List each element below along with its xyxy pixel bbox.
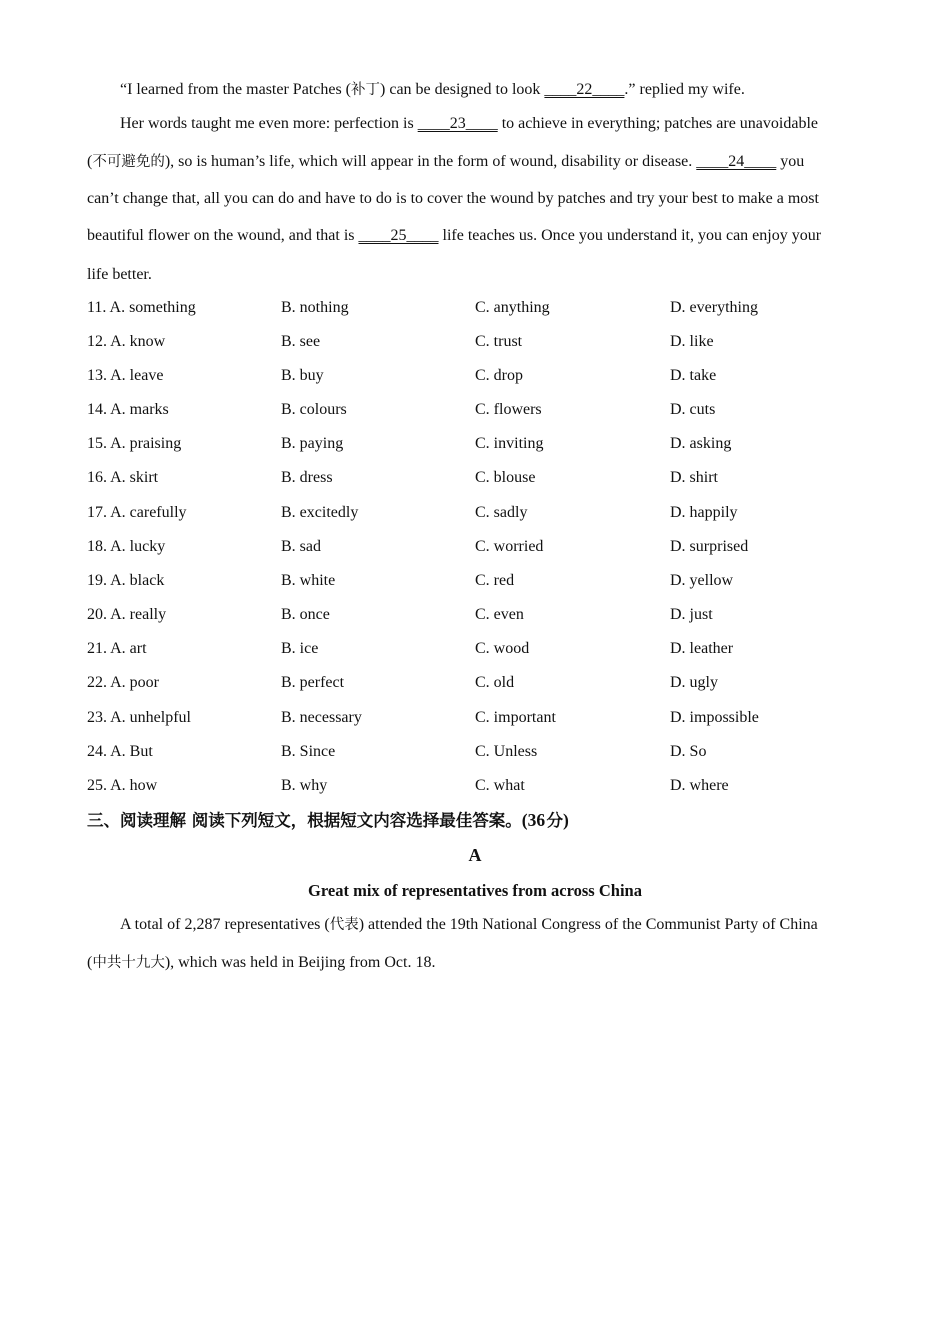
option-a: 21. A. art xyxy=(87,640,147,657)
passage-line-6: life better. xyxy=(87,266,152,283)
option-a: 18. A. lucky xyxy=(87,538,166,555)
article-title: Great mix of representatives from across China xyxy=(308,881,642,900)
option-c: C. what xyxy=(475,777,525,794)
blank-25: ____25____ xyxy=(358,227,439,244)
text-segment: ) can be designed to look xyxy=(380,81,545,98)
option-b: B. sad xyxy=(281,538,321,555)
option-c: C. blouse xyxy=(475,469,536,486)
text-segment: A total of 2,287 representatives ( xyxy=(120,916,330,933)
section-score-close: ) xyxy=(563,810,569,830)
option-a: 12. A. know xyxy=(87,333,166,350)
option-b: B. Since xyxy=(281,743,336,760)
section-heading-text: 三、阅读理解 阅读下列短文，根据短文内容选择最佳答案。 xyxy=(87,811,522,830)
text-segment: you xyxy=(776,153,805,170)
section-score-unit: 分 xyxy=(546,811,564,830)
text-segment: ), so is human’s life, which will appear in the form of wound, disability or disease. xyxy=(164,153,697,170)
option-d: D. ugly xyxy=(670,674,718,691)
option-d: D. cuts xyxy=(670,401,716,418)
option-a: 19. A. black xyxy=(87,572,165,589)
option-c: C. flowers xyxy=(475,401,542,418)
gloss-cjk: 代表 xyxy=(329,917,359,933)
section-score: (36 xyxy=(521,810,546,830)
option-d: D. So xyxy=(670,743,707,760)
option-d: D. asking xyxy=(670,435,732,452)
option-c: C. trust xyxy=(475,333,523,350)
option-d: D. where xyxy=(670,777,729,794)
section-heading xyxy=(87,809,569,832)
option-d: D. yellow xyxy=(670,572,734,589)
option-c: C. drop xyxy=(475,367,523,384)
option-a: 24. A. But xyxy=(87,743,153,760)
text-segment: .” replied my wife. xyxy=(624,81,745,98)
option-b: B. nothing xyxy=(281,299,349,316)
option-b: B. white xyxy=(281,572,336,589)
gloss-cjk: 中共十九大 xyxy=(92,955,165,971)
option-c: C. worried xyxy=(475,538,544,555)
option-c: C. inviting xyxy=(475,435,544,452)
passage-line-1 xyxy=(120,80,745,100)
option-c: C. important xyxy=(475,709,556,726)
text-segment: life teaches us. Once you understand it, you can enjoy your xyxy=(438,227,822,244)
text-segment: beautiful flower on the wound, and that is xyxy=(87,227,359,244)
option-b: B. ice xyxy=(281,640,319,657)
passage-line-5 xyxy=(87,226,821,246)
option-d: D. just xyxy=(670,606,713,623)
option-b: B. necessary xyxy=(281,709,362,726)
option-d: D. like xyxy=(670,333,714,350)
option-b: B. see xyxy=(281,333,321,350)
option-d: D. take xyxy=(670,367,717,384)
option-d: D. surprised xyxy=(670,538,749,555)
text-segment: ( xyxy=(87,153,93,170)
option-b: B. paying xyxy=(281,435,344,452)
gloss-cjk: 不可避免的 xyxy=(92,154,165,170)
option-a: 16. A. skirt xyxy=(87,469,159,486)
option-a: 25. A. how xyxy=(87,777,158,794)
option-d: D. shirt xyxy=(670,469,718,486)
passage-line-2 xyxy=(120,114,818,134)
option-c: C. old xyxy=(475,674,515,691)
option-c: C. wood xyxy=(475,640,530,657)
option-a: 23. A. unhelpful xyxy=(87,709,191,726)
option-b: B. buy xyxy=(281,367,324,384)
option-a: 22. A. poor xyxy=(87,674,159,691)
article-line-2 xyxy=(87,953,435,973)
option-d: D. everything xyxy=(670,299,758,316)
text-segment: to achieve in everything; patches are unavoidable xyxy=(497,115,818,132)
option-c: C. Unless xyxy=(475,743,538,760)
option-b: B. dress xyxy=(281,469,333,486)
option-a: 14. A. marks xyxy=(87,401,169,418)
option-a: 15. A. praising xyxy=(87,435,182,452)
gloss-cjk: 补丁 xyxy=(351,82,381,98)
option-c: C. even xyxy=(475,606,524,623)
option-b: B. excitedly xyxy=(281,504,359,521)
option-b: B. perfect xyxy=(281,674,345,691)
text-segment: ), which was held in Beijing from Oct. 18. xyxy=(164,954,436,971)
option-b: B. why xyxy=(281,777,328,794)
passage-line-3 xyxy=(87,152,804,172)
text-segment: Her words taught me even more: perfection is xyxy=(120,115,418,132)
text-segment: ( xyxy=(87,954,93,971)
blank-22: ____22____ xyxy=(544,81,625,98)
option-b: B. colours xyxy=(281,401,347,418)
option-a: 20. A. really xyxy=(87,606,167,623)
passage-line-4: can’t change that, all you can do and have to do is to cover the wound by patches and try your best to make a most xyxy=(87,190,819,207)
option-c: C. anything xyxy=(475,299,550,316)
article-line-1 xyxy=(120,915,818,935)
blank-24: ____24____ xyxy=(696,153,777,170)
option-a: 13. A. leave xyxy=(87,367,164,384)
blank-23: ____23____ xyxy=(417,115,498,132)
option-d: D. impossible xyxy=(670,709,759,726)
option-d: D. happily xyxy=(670,504,738,521)
option-b: B. once xyxy=(281,606,330,623)
option-a: 17. A. carefully xyxy=(87,504,187,521)
option-c: C. red xyxy=(475,572,515,589)
option-a: 11. A. something xyxy=(87,299,196,316)
text-segment: ) attended the 19th National Congress of the Communist Party of China xyxy=(358,916,818,933)
option-d: D. leather xyxy=(670,640,734,657)
passage-label: A xyxy=(468,845,482,865)
option-c: C. sadly xyxy=(475,504,528,521)
text-segment: “I learned from the master Patches ( xyxy=(120,81,352,98)
